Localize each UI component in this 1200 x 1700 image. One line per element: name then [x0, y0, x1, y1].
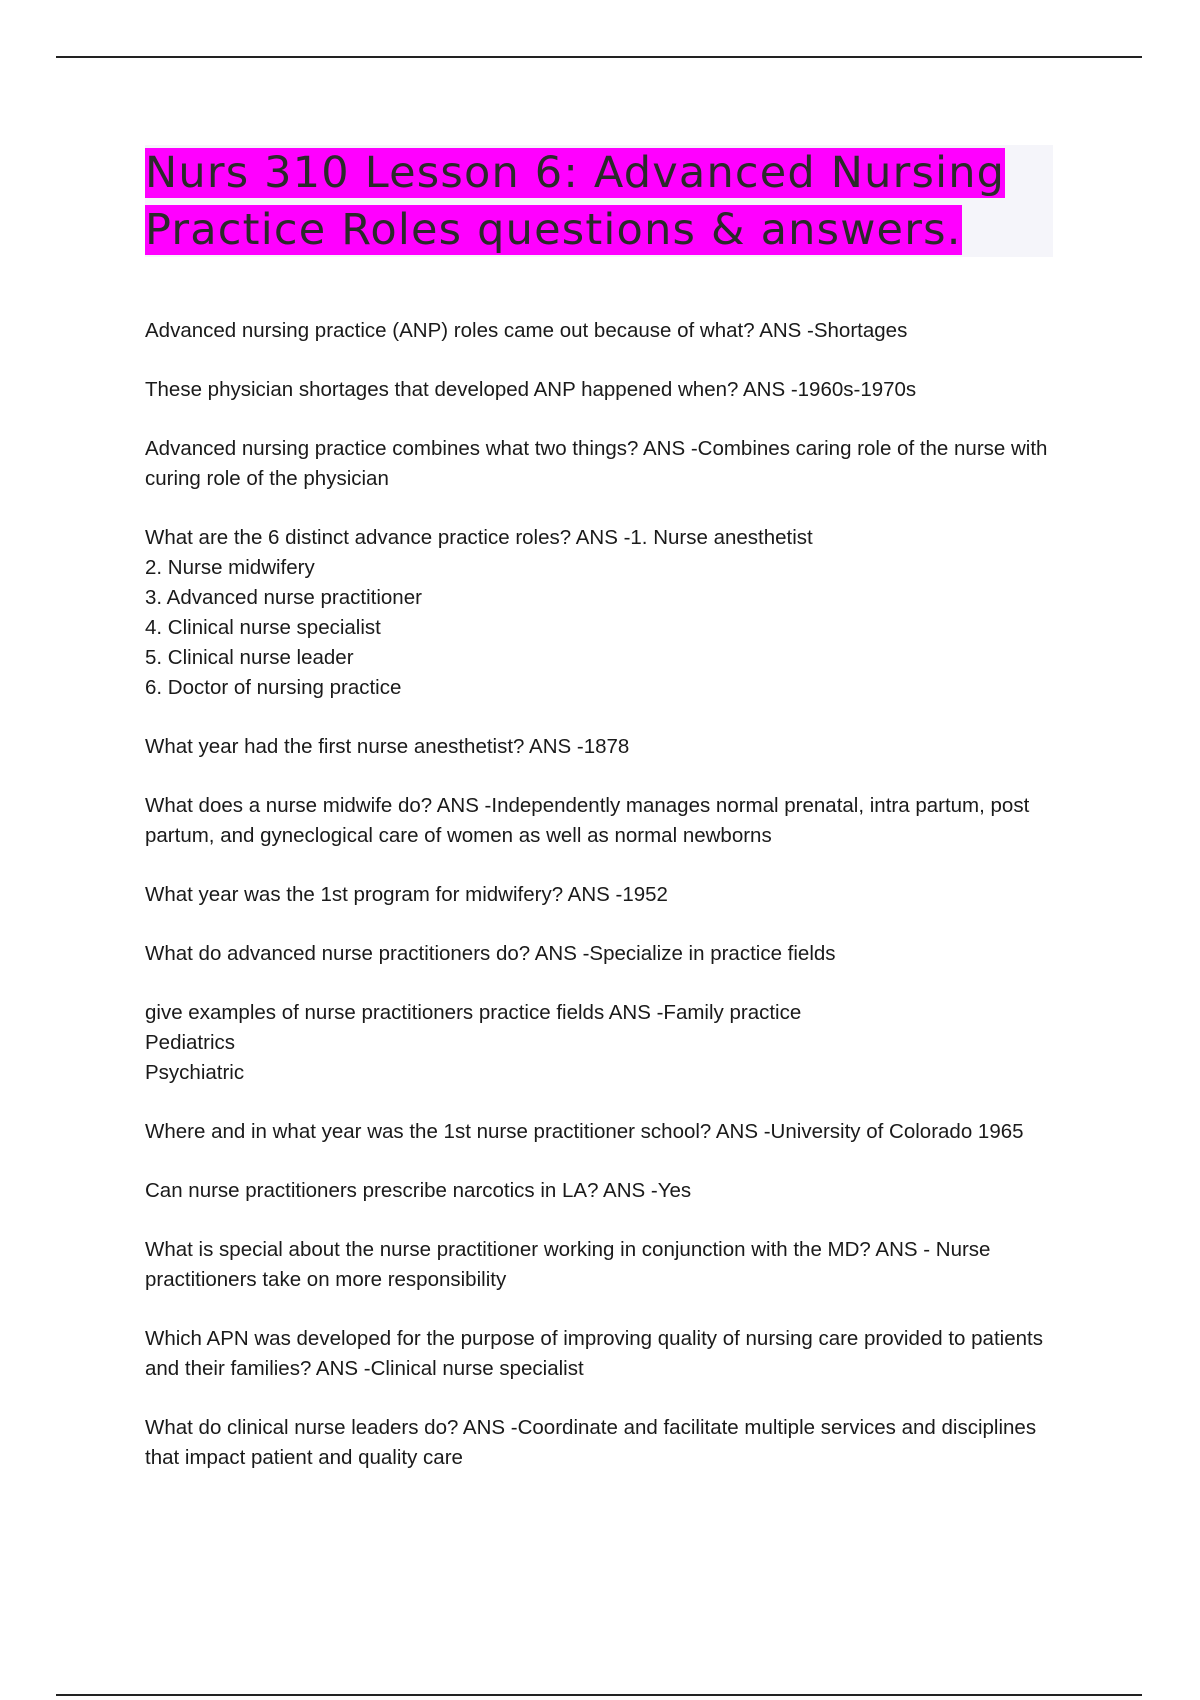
- qa-item: What year had the first nurse anesthetist? ANS -1878: [145, 735, 630, 758]
- qa-item: What do advanced nurse practitioners do? ANS -Specialize in practice fields: [145, 942, 836, 965]
- qa-item: These physician shortages that developed ANP happened when? ANS -1960s-1970s: [145, 378, 917, 401]
- bottom-rule: [56, 1694, 1142, 1696]
- qa-item: What does a nurse midwife do? ANS -Independently manages normal prenatal, intra partum, post partum, and gyneclogical care of women as well as normal newborns: [145, 794, 1030, 847]
- qa-item: give examples of nurse practitioners practice fields ANS -Family practice Pediatrics Psychiatric: [145, 1001, 802, 1084]
- qa-item: What is special about the nurse practitioner working in conjunction with the MD? ANS - Nurse practitioners take on more responsibility: [145, 1238, 991, 1291]
- qa-item: Advanced nursing practice combines what two things? ANS -Combines caring role of the nurse with curing role of the physician: [145, 437, 1048, 490]
- qa-item: What year was the 1st program for midwifery? ANS -1952: [145, 883, 668, 906]
- qa-item: Where and in what year was the 1st nurse practitioner school? ANS -University of Colorado 1965: [145, 1120, 1024, 1143]
- qa-item: Which APN was developed for the purpose of improving quality of nursing care provided to patients and their families? ANS -Clinical nurse specialist: [145, 1327, 1043, 1380]
- qa-item: What do clinical nurse leaders do? ANS -Coordinate and facilitate multiple services and disciplines that impact patient and quality care: [145, 1416, 1037, 1469]
- top-rule: [56, 56, 1142, 58]
- document-title: [145, 145, 1045, 259]
- qa-item: Can nurse practitioners prescribe narcotics in LA? ANS -Yes: [145, 1179, 692, 1202]
- qa-list: [145, 316, 1065, 1502]
- title-highlight: Nurs 310 Lesson 6: Advanced Nursing Practice Roles questions & answers.: [145, 148, 1006, 255]
- qa-item: What are the 6 distinct advance practice roles? ANS -1. Nurse anesthetist 2. Nurse midwifery 3. Advanced nurse practitioner 4. Clinical nurse specialist 5. Clinical nurse leader 6. Doctor of nursing practice: [145, 526, 813, 699]
- qa-item: Advanced nursing practice (ANP) roles came out because of what? ANS -Shortages: [145, 319, 908, 342]
